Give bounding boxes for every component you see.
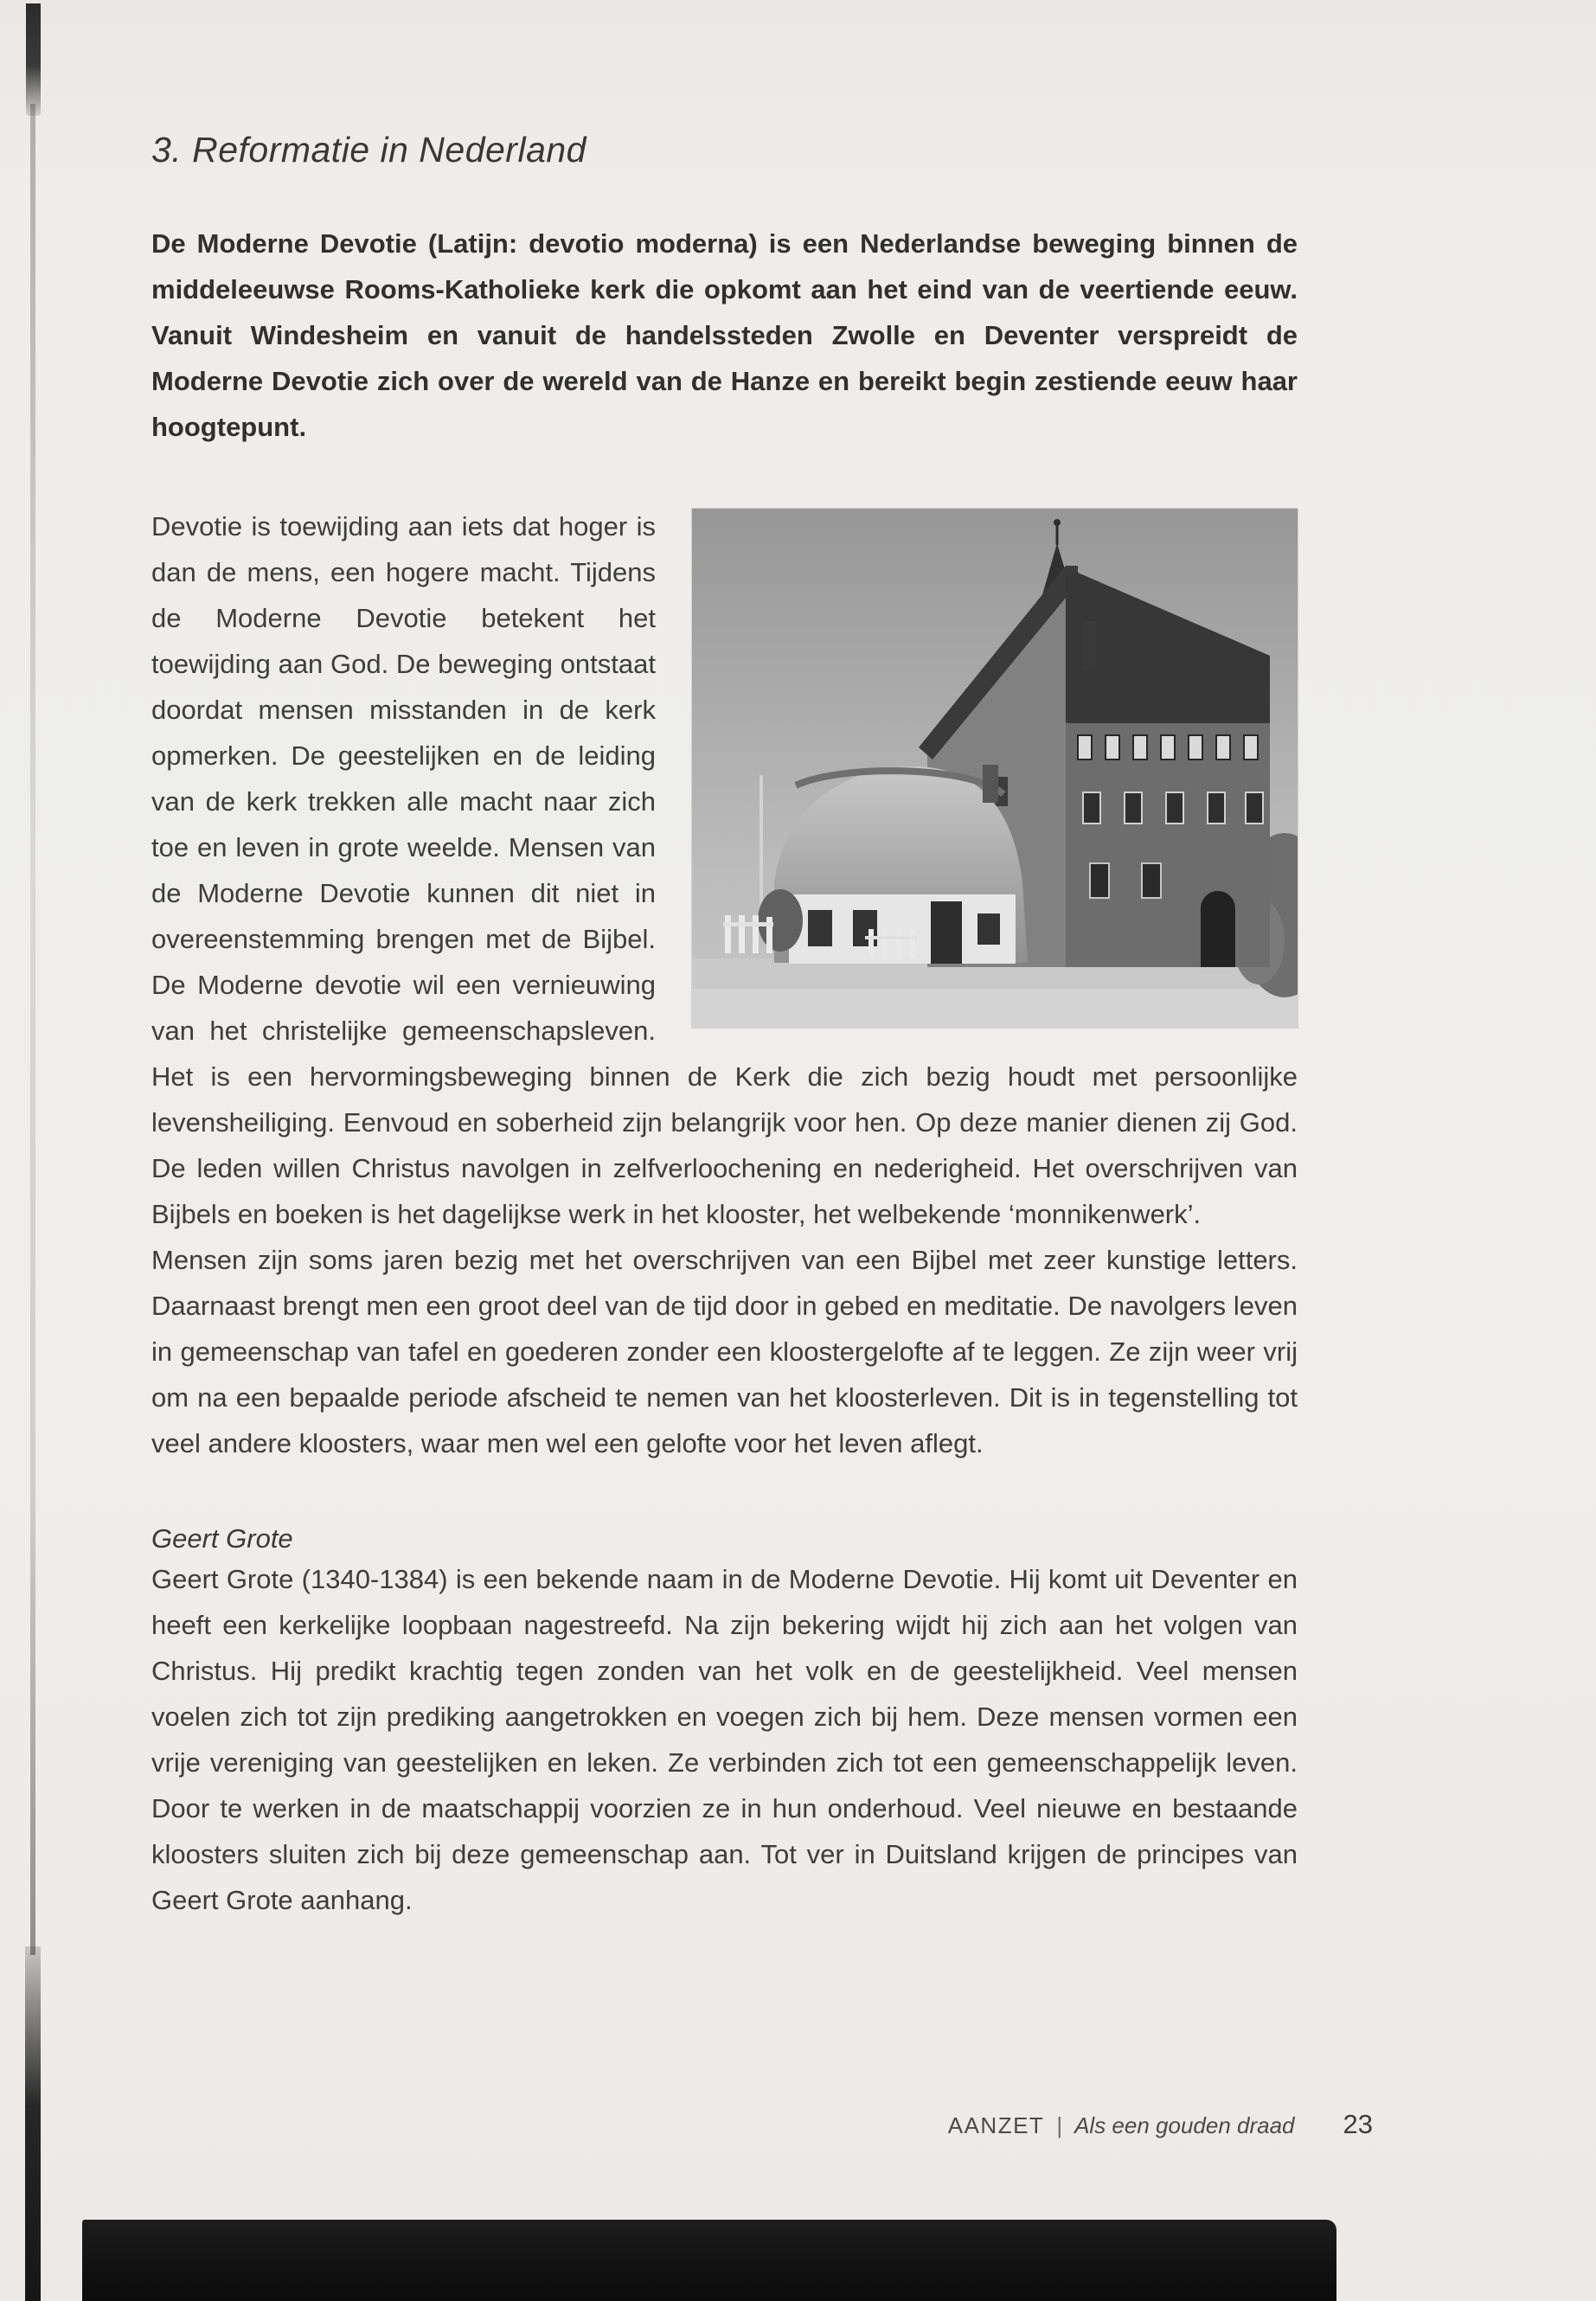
footer-series-title: AANZET — [947, 2112, 1045, 2138]
section-heading: Geert Grote — [151, 1523, 293, 1554]
page-footer — [948, 2109, 1373, 2140]
body-section-1 — [151, 503, 1298, 1466]
body-paragraph-1: Devotie is toewijding aan iets dat hoger is dan de mens, een hogere macht. Tijdens de Moderne Devotie betekent het toewijding aan God. De beweging ontstaat doordat mensen misstanden in de kerk opmerken. De geestelijken en de leiding van de kerk trekken alle macht naar zich toe en leven in grote weelde. Mensen van de Moderne Devotie kunnen dit niet in overeenstemming brengen met de Bijbel. De Moderne devotie wil een vernieuwing van het christelijke gemeenschapsleven. Het is een hervormingsbeweging binnen de Kerk die zich bezig houdt met persoonlijke levensheiliging. Eenvoud en soberheid zijn belangrijk voor hen. Op deze manier dienen zij God. De leden willen Christus navolgen in zelfverloochening en nederigheid. Het overschrijven van Bijbels en boeken is het dagelijkse werk in het klooster, het welbekende ‘monnikenwerk’. — [151, 511, 1298, 1229]
body-section-2 — [151, 1556, 1298, 1923]
footer-book-title: Als een gouden draad — [1074, 2112, 1295, 2138]
church-photo — [692, 509, 1298, 1028]
intro-paragraph: De Moderne Devotie (Latijn: devotio moderna) is een Nederlandse beweging binnen de middeleeuwse Rooms-Katholieke kerk die opkomt aan het eind van de veertiende eeuw. Vanuit Windesheim en vanuit de handelssteden Zwolle en Deventer verspreidt de Moderne Devotie zich over de wereld van de Hanze en bereikt begin zestiende eeuw haar hoogtepunt. — [151, 228, 1298, 442]
page-number: 23 — [1343, 2109, 1373, 2139]
chapter-title: 3. Reformatie in Nederland — [151, 130, 586, 170]
body-paragraph-2: Mensen zijn soms jaren bezig met het overschrijven van een Bijbel met zeer kunstige letters. Daarnaast brengt men een groot deel van de tijd door in gebed en meditatie. De navolgers leven in gemeenschap van tafel en goederen zonder een kloostergelofte af te leggen. Ze zijn weer vrij om na een bepaalde periode afscheid te nemen van het kloosterleven. Dit is in tegenstelling tot veel andere kloosters, waar men wel een gelofte voor het leven aflegt. — [151, 1245, 1298, 1458]
footer-separator: | — [1056, 2112, 1063, 2138]
body-paragraph-3: Geert Grote (1340-1384) is een bekende naam in de Moderne Devotie. Hij komt uit Deventer en heeft een kerkelijke loopbaan nagestreefd. Na zijn bekering wijdt hij zich aan het volgen van Christus. Hij predikt krachtig tegen zonden van het volk en de geestelijkheid. Veel mensen voelen zich tot zijn prediking aangetrokken en voegen zich bij hem. Deze mensen vormen een vrije vereniging van geestelijken en leken. Ze verbinden zich tot een gemeenschappelijk leven. Door te werken in de maatschappij voorzien ze in hun onderhoud. Veel nieuwe en bestaande kloosters sluiten zich bij deze gemeenschap aan. Tot ver in Duitsland krijgen de principes van Geert Grote aanhang. — [151, 1564, 1298, 1915]
church-photo-illustration — [692, 509, 1298, 1028]
